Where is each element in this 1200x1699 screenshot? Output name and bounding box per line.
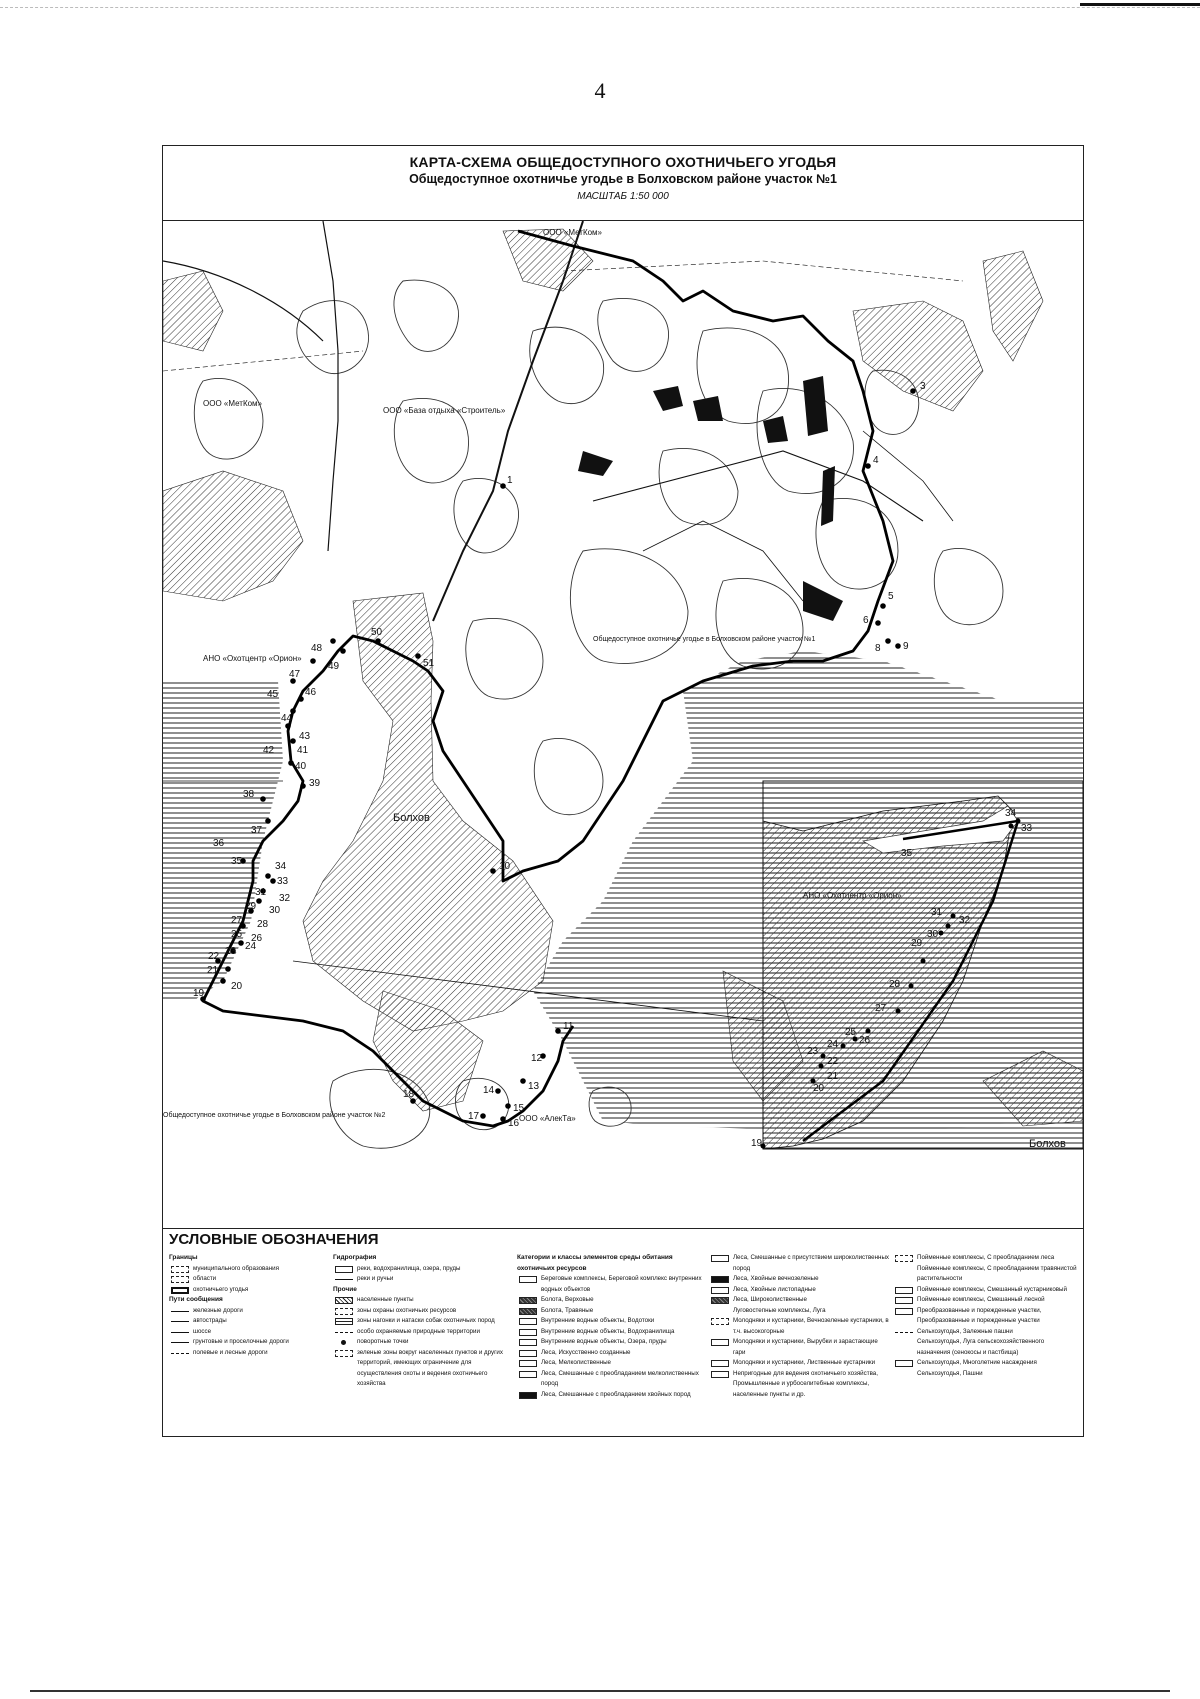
point-34: 34	[275, 861, 287, 872]
point-5: 5	[888, 591, 894, 602]
swatch	[711, 1287, 729, 1294]
legend-item: зоны нагонки и натаски собак охотничьих пород	[333, 1316, 513, 1327]
swatch	[711, 1318, 729, 1325]
map-frame	[162, 145, 1084, 1437]
swatch	[171, 1342, 189, 1343]
dark-forest-patches	[578, 376, 843, 621]
point-24: 24	[245, 941, 257, 952]
point-17: 17	[468, 1111, 480, 1122]
legend-item: Внутренние водные объекты, Водотоки	[517, 1316, 705, 1327]
map-subtitle: Общедоступное охотничье угодье в Болховском районе участок №1	[409, 172, 837, 186]
point-21: 21	[207, 965, 219, 976]
legend-item: Пойменные комплексы, Смешанный лесной	[893, 1295, 1079, 1306]
legend-item: Сельхозугодья, Пашни	[893, 1369, 1079, 1380]
point-13: 13	[528, 1081, 540, 1092]
legend-item: полевые и лесные дороги	[169, 1348, 329, 1359]
inset-point-26: 26	[859, 1035, 871, 1046]
swatch	[895, 1332, 913, 1333]
swatch	[895, 1371, 913, 1378]
swatch	[171, 1353, 189, 1354]
legend-item: Внутренние водные объекты, Озера, пруды	[517, 1337, 705, 1348]
point-20: 20	[231, 981, 243, 992]
point-3: 3	[920, 381, 926, 392]
point-51: 51	[423, 658, 435, 669]
point-36: 36	[213, 838, 225, 849]
swatch	[895, 1297, 913, 1304]
inset-point-35: 35	[901, 848, 913, 859]
point-18: 18	[403, 1089, 415, 1100]
point-40: 40	[295, 761, 307, 772]
legend-item: Пойменные комплексы, С преобладанием травянистой растительности	[893, 1264, 1079, 1285]
swatch	[335, 1297, 353, 1304]
legend-item: Береговые комплексы, Береговой комплекс внутренних водных объектов	[517, 1274, 705, 1295]
inset-point-19: 19	[751, 1138, 763, 1149]
inset-point-21: 21	[827, 1071, 839, 1082]
point-46: 46	[305, 687, 317, 698]
swatch	[171, 1276, 189, 1283]
point-35: 35	[231, 856, 243, 867]
scan-top-corner-line	[1080, 3, 1200, 6]
point-41: 41	[297, 745, 309, 756]
point-4: 4	[873, 455, 879, 466]
swatch	[711, 1308, 729, 1315]
legend-item: области	[169, 1274, 329, 1285]
swatch	[895, 1308, 913, 1315]
swatch	[519, 1371, 537, 1378]
scan-bottom-line	[30, 1690, 1170, 1692]
swatch	[171, 1287, 189, 1294]
point-22: 22	[208, 951, 220, 962]
swatch	[519, 1350, 537, 1357]
legend-col-4	[709, 1253, 889, 1400]
legend-item: Сельхозугодья, Многолетние насаждения	[893, 1358, 1079, 1369]
point-48: 48	[311, 643, 323, 654]
inset-map	[763, 781, 1083, 1149]
hatched-area-northwest	[163, 271, 223, 351]
label-metkom-top: ООО «МетКом»	[543, 228, 602, 237]
point-39: 39	[309, 778, 321, 789]
legend-item: Сельхозугодья, Залежные пашни	[893, 1327, 1079, 1338]
swatch	[895, 1255, 913, 1262]
swatch	[335, 1318, 353, 1325]
point-31: 31	[255, 887, 267, 898]
scan-top-dashed-line	[0, 7, 1200, 8]
legend-item: Преобразованные и порежденные участки, Преобразованные и порежденные участки	[893, 1306, 1079, 1327]
map-scale: МАСШТАБ 1:50 000	[577, 191, 669, 202]
legend-col-1	[169, 1253, 329, 1358]
point-1: 1	[507, 475, 513, 486]
legend-boundaries-heading: Границы	[169, 1254, 198, 1261]
label-ano-orion-inset: АНО «Охотцентр «Орион»	[803, 891, 902, 900]
legend-item: Пойменные комплексы, С преобладанием леса	[893, 1253, 1079, 1264]
inset-point-27: 27	[875, 1003, 887, 1014]
swatch	[171, 1321, 189, 1322]
point-8: 8	[875, 643, 881, 654]
legend-item: Леса, Хвойные листопадные	[709, 1285, 889, 1296]
legend-item: Болота, Верховые	[517, 1295, 705, 1306]
legend-item: Молодняки и кустарники, Вечнозеленые кустарники, в т.ч. высокогорные	[709, 1316, 889, 1337]
legend-item: автострады	[169, 1316, 329, 1327]
inset-point-25: 25	[845, 1027, 857, 1038]
legend-item: Болота, Травяные	[517, 1306, 705, 1317]
legend-item: Леса, Широколиственные	[709, 1295, 889, 1306]
swatch	[711, 1297, 729, 1304]
legend-heading: УСЛОВНЫЕ ОБОЗНАЧЕНИЯ	[169, 1231, 379, 1248]
legend-item: Леса, Хвойные вечнозеленые	[709, 1274, 889, 1285]
point-14: 14	[483, 1085, 495, 1096]
point-19: 19	[193, 988, 205, 999]
legend-item: Сельхозугодья, Луга сельскохозяйственного назначения (сенокосы и пастбища)	[893, 1337, 1079, 1358]
legend-col-5	[893, 1253, 1079, 1379]
legend-transport-heading: Пути сообщения	[169, 1296, 223, 1303]
inset-point-24: 24	[827, 1039, 839, 1050]
map-header	[163, 146, 1083, 220]
legend-item: особо охраняемые природные территории	[333, 1327, 513, 1338]
swatch	[335, 1308, 353, 1315]
point-10: 10	[499, 861, 511, 872]
point-15: 15	[513, 1103, 525, 1114]
inset-point-28: 28	[889, 979, 901, 990]
map-svg	[163, 221, 1083, 1229]
legend-item: Леса, Смешанные с преобладанием хвойных пород	[517, 1390, 705, 1401]
legend-item: муниципального образования	[169, 1264, 329, 1275]
hatched-area-west	[163, 471, 303, 601]
swatch	[519, 1360, 537, 1367]
legend-item: Леса, Смешанные с преобладанием мелколиственных пород	[517, 1369, 705, 1390]
swatch	[895, 1266, 913, 1273]
point-47: 47	[289, 669, 301, 680]
label-town-bolkhov: Болхов	[393, 812, 430, 824]
legend-item: Луговостепные комплексы, Луга	[709, 1306, 889, 1317]
swatch	[711, 1276, 729, 1283]
point-32: 32	[279, 893, 291, 904]
legend-item: реки и ручьи	[333, 1274, 513, 1285]
inset-point-29: 29	[911, 938, 923, 949]
point-11: 11	[563, 1021, 574, 1032]
point-42: 42	[263, 745, 275, 756]
swatch	[335, 1266, 353, 1273]
legend-item: зоны охраны охотничьих ресурсов	[333, 1306, 513, 1317]
swatch	[519, 1339, 537, 1346]
point-12: 12	[531, 1053, 543, 1064]
legend-item: Внутренние водные объекты, Водохранилища	[517, 1327, 705, 1338]
point-27: 27	[231, 915, 243, 926]
swatch	[341, 1340, 346, 1345]
swatch	[335, 1279, 353, 1280]
inset-point-30: 30	[927, 929, 939, 940]
page-number: 4	[594, 78, 606, 103]
hatched-area-east-strip	[983, 251, 1043, 361]
point-37: 37	[251, 825, 263, 836]
label-baza: ООО «База отдыха «Строитель»	[383, 406, 506, 415]
swatch	[171, 1332, 189, 1333]
legend-item: реки, водохранилища, озера, пруды	[333, 1264, 513, 1275]
legend-item: поворотные точки	[333, 1337, 513, 1348]
swatch	[711, 1255, 729, 1262]
swatch	[895, 1339, 913, 1346]
legend-item: Молодняки и кустарники, Вырубки и зарастающие гари	[709, 1337, 889, 1358]
point-30: 30	[269, 905, 281, 916]
inset-point-23: 23	[807, 1046, 819, 1057]
swatch	[895, 1287, 913, 1294]
point-28: 28	[257, 919, 269, 930]
label-metkom-left: ООО «МетКом»	[203, 399, 262, 408]
legend-item: Леса, Мелколиственные	[517, 1358, 705, 1369]
swatch	[895, 1360, 913, 1367]
legend-item: Молодняки и кустарники, Лиственные кустарники	[709, 1358, 889, 1369]
legend	[163, 1228, 1083, 1437]
label-area-1: Общедоступное охотничье угодье в Болховском районе участок №1	[593, 636, 816, 643]
label-town-bolkhov-inset: Болхов	[1029, 1138, 1066, 1150]
swatch	[519, 1329, 537, 1336]
legend-other-heading: Прочие	[333, 1285, 357, 1293]
point-38: 38	[243, 789, 255, 800]
swatch	[335, 1332, 353, 1333]
swatch	[335, 1350, 353, 1357]
point-9: 9	[903, 641, 909, 652]
point-6: 6	[863, 615, 869, 626]
legend-item: зеленые зоны вокруг населенных пунктов и других территорий, имеющих ограничение для осуществления охоты и ведения охотничьего хозяйства	[333, 1348, 513, 1390]
legend-item: железные дороги	[169, 1306, 329, 1317]
inset-point-33: 33	[1021, 823, 1033, 834]
legend-item: грунтовые и проселочные дороги	[169, 1337, 329, 1348]
legend-item: шоссе	[169, 1327, 329, 1338]
swatch	[711, 1339, 729, 1346]
legend-item: Пойменные комплексы, Смешанный кустарниковый	[893, 1285, 1079, 1296]
legend-categories-heading: Категории и классы элементов среды обитания охотничьих ресурсов	[517, 1254, 673, 1272]
inset-point-32: 32	[959, 915, 971, 926]
point-45: 45	[267, 689, 279, 700]
map-title: КАРТА-СХЕМА ОБЩЕДОСТУПНОГО ОХОТНИЧЬЕГО УГОДЬЯ	[409, 154, 837, 170]
swatch	[171, 1311, 189, 1312]
label-area-2: Общедоступное охотничье угодье в Болховском районе участок №2	[163, 1112, 386, 1119]
label-ooo-alekta: ООО «АлекТа»	[519, 1114, 576, 1123]
swatch	[171, 1266, 189, 1273]
legend-col-2	[333, 1253, 513, 1390]
legend-item: Леса, Смешанные с присутствием широколиственных пород	[709, 1253, 889, 1274]
swatch	[711, 1371, 729, 1378]
point-29: 29	[245, 901, 257, 912]
point-50: 50	[371, 627, 383, 638]
legend-item: Леса, Искусственно созданные	[517, 1348, 705, 1359]
label-ano-orion-left: АНО «Охотцентр «Орион»	[203, 654, 302, 663]
legend-hydro-heading: Гидрография	[333, 1254, 377, 1261]
swatch	[519, 1318, 537, 1325]
swatch	[519, 1308, 537, 1315]
swatch	[519, 1392, 537, 1399]
inset-point-31: 31	[931, 907, 943, 918]
point-16: 16	[508, 1118, 520, 1129]
point-23: 23	[225, 946, 237, 957]
legend-item: охотничьего угодья	[169, 1285, 329, 1296]
inset-point-20: 20	[813, 1083, 825, 1094]
point-33: 33	[277, 876, 289, 887]
point-43: 43	[299, 731, 311, 742]
inset-point-22: 22	[827, 1056, 839, 1067]
inset-point-34: 34	[1005, 808, 1017, 819]
point-26: 26	[251, 933, 263, 944]
map-area	[163, 220, 1083, 1229]
swatch	[711, 1360, 729, 1367]
point-25: 25	[231, 929, 243, 940]
swatch	[519, 1297, 537, 1304]
legend-col-3	[517, 1253, 705, 1400]
swatch	[519, 1276, 537, 1283]
point-49: 49	[328, 661, 340, 672]
legend-item: Непригодные для ведения охотничьего хозяйства, Промышленные и урбоселитебные комплексы, населенные пункты и др.	[709, 1369, 889, 1401]
legend-item: населенные пункты	[333, 1295, 513, 1306]
point-44: 44	[281, 713, 293, 724]
